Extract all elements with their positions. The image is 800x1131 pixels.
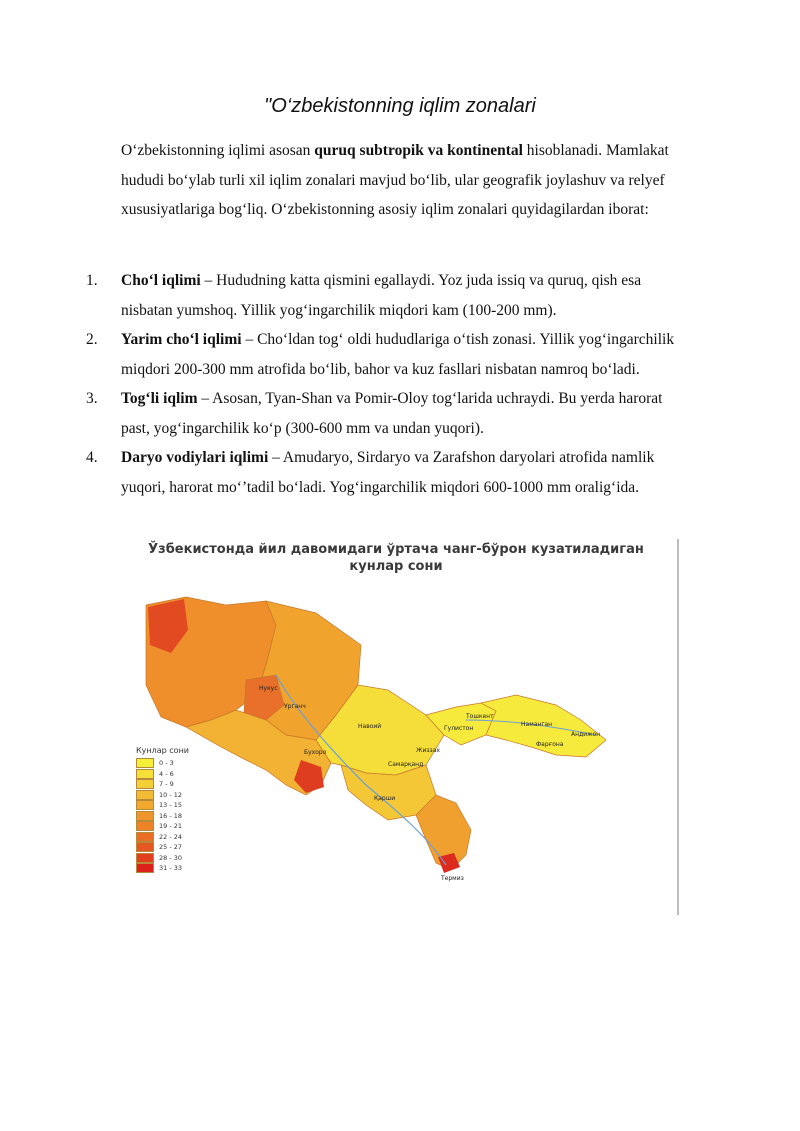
zone-description: – Cho‘ldan tog‘ oldi hududlariga o‘tish zonasi. Yillik yog‘ingarchilik miqdori 200-300 mm atrofida bo‘lib, bahor va kuz fasllari nisbatan namroq bo‘ladi. (121, 331, 675, 378)
intro-text-end: hisoblanadi. Mamlakat hududi bo‘ylab turli xil iqlim zonalari mavjud bo‘lib, ular geografik joylashuv va relyef xususiyatlariga bog‘liq. O‘zbekistonning asosiy iqlim zonalari quyidagilardan iborat: (121, 142, 669, 218)
legend-label: 22 - 24 (159, 832, 183, 841)
city-label: Гулистон (444, 725, 474, 732)
document-title: "O‘zbekistonning iqlim zonalari (264, 95, 536, 117)
map-title-line-1: Ўзбекистонда йил давомидаги ўртача чанг-бўрон кузатиладиган (148, 542, 644, 557)
legend-swatch (136, 769, 154, 779)
legend-label: 10 - 12 (159, 790, 183, 799)
list-item (86, 443, 686, 502)
legend-item (136, 842, 182, 853)
zone-description: – Asosan, Tyan-Shan va Pomir-Oloy tog‘larida uchraydi. Bu yerda harorat past, yog‘ingarchilik ko‘p (300-600 mm va undan yuqori). (121, 390, 663, 437)
legend-label: 13 - 15 (159, 801, 183, 810)
legend-item (136, 811, 182, 822)
list-item (86, 266, 686, 325)
zone-description: – Hududning katta qismini egallaydi. Yoz juda issiq va quruq, qish esa nisbatan yumshoq. Yillik yog‘ingarchilik miqdori kam (100-200 mm). (121, 272, 642, 319)
climate-zone-list (86, 266, 686, 502)
city-label: Урганч (284, 703, 306, 710)
legend-swatch (136, 779, 154, 789)
zone-description: – Amudaryo, Sirdaryo va Zarafshon daryolari atrofida namlik yuqori, harorat mo‘’tadil bo‘ladi. Yog‘ingarchilik miqdori 600-1000 mm oralig‘ida. (121, 449, 655, 496)
legend-title: Кунлар сони (136, 746, 190, 755)
legend-item (136, 832, 182, 843)
map-legend (136, 758, 182, 874)
legend-swatch (136, 811, 154, 821)
legend-label: 19 - 21 (159, 822, 183, 831)
zone-name: Tog‘li iqlim (121, 390, 198, 407)
zone-name: Yarim cho‘l iqlimi (121, 331, 242, 348)
legend-swatch (136, 863, 154, 873)
city-label: Самарқанд (388, 761, 424, 768)
legend-item (136, 769, 182, 780)
legend-item (136, 821, 182, 832)
legend-swatch (136, 842, 154, 852)
city-label: Навоий (358, 723, 382, 730)
map-title-line-2: кунлар сони (349, 559, 443, 574)
legend-label: 28 - 30 (159, 853, 183, 862)
legend-swatch (136, 821, 154, 831)
list-number: 4. (86, 449, 98, 466)
uzbekistan-map (126, 535, 681, 915)
intro-text-start: O‘zbekistonning iqlimi asosan (121, 142, 315, 159)
city-label: Термиз (441, 875, 464, 882)
legend-swatch (136, 832, 154, 842)
city-label: Қарши (374, 795, 396, 802)
legend-swatch (136, 790, 154, 800)
zone-name: Daryo vodiylari iqlimi (121, 449, 269, 466)
city-label: Нукус (259, 685, 278, 692)
legend-item (136, 800, 182, 811)
legend-label: 16 - 18 (159, 811, 183, 820)
city-label: Тошкент (466, 713, 494, 720)
list-number: 3. (86, 390, 98, 407)
legend-item (136, 758, 182, 769)
legend-label: 7 - 9 (159, 780, 174, 789)
legend-swatch (136, 758, 154, 768)
legend-item (136, 863, 182, 874)
list-item (86, 384, 686, 443)
dust-storm-map-figure (126, 535, 681, 915)
city-label: Андижон (571, 731, 601, 738)
list-number: 2. (86, 331, 98, 348)
legend-item (136, 853, 182, 864)
city-label: Наманган (521, 721, 553, 728)
legend-label: 31 - 33 (159, 864, 183, 873)
list-number: 1. (86, 272, 98, 289)
legend-swatch (136, 800, 154, 810)
legend-item (136, 779, 182, 790)
legend-swatch (136, 853, 154, 863)
zone-name: Cho‘l iqlimi (121, 272, 201, 289)
city-label: Фарғона (536, 741, 564, 748)
city-label: Бухоро (304, 749, 327, 756)
intro-bold-text: quruq subtropik va kontinental (314, 142, 523, 159)
legend-label: 25 - 27 (159, 843, 183, 852)
legend-label: 0 - 3 (159, 759, 174, 768)
legend-label: 4 - 6 (159, 769, 174, 778)
intro-paragraph (121, 136, 681, 225)
list-item (86, 325, 686, 384)
city-label: Жиззах (416, 747, 440, 754)
legend-item (136, 790, 182, 801)
